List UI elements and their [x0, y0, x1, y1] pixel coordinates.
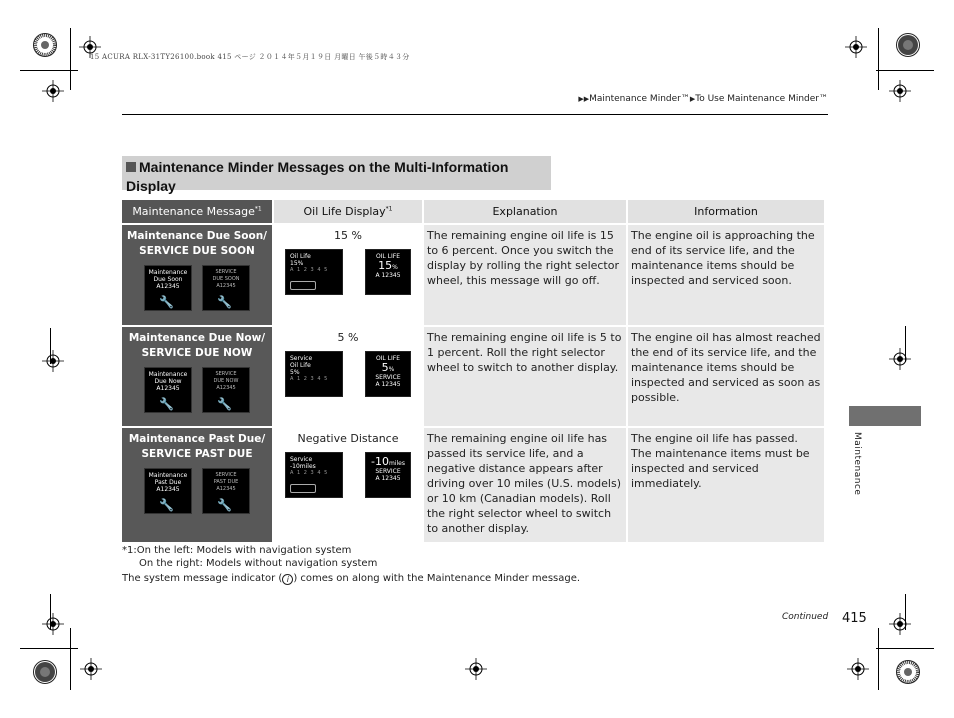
table-row [122, 327, 824, 426]
crop-line [70, 28, 71, 90]
display-screen-nav: Maintenance Due Now A12345 🔧 [144, 367, 192, 413]
registration-mark-icon [889, 348, 911, 370]
oil-screen-no-nav: OIL LIFE 15% A 12345 [365, 249, 411, 295]
header-rule [122, 114, 828, 115]
oil-screen-no-nav: -10miles SERVICE A 12345 [365, 452, 411, 498]
continued-label: Continued [782, 612, 829, 622]
wrench-icon: 🔧 [159, 295, 174, 309]
crop-line [905, 326, 906, 362]
page-number: 415 [842, 611, 867, 626]
oil-life-value: 5 % [337, 331, 359, 344]
registration-mark-icon [79, 36, 101, 58]
crop-line [20, 70, 78, 71]
section-heading [122, 156, 551, 194]
information-cell: The engine oil life has passed. The maintenance items must be inspected and serviced immediately. [628, 428, 824, 542]
message-screens [126, 468, 268, 514]
registration-mark-icon [42, 613, 64, 635]
message-screens [126, 265, 268, 311]
oil-life-cell [274, 428, 422, 542]
oil-screen-no-nav: OIL LIFE 5% SERVICE A 12345 [365, 351, 411, 397]
oil-can-icon [290, 281, 316, 290]
square-bullet-icon [126, 162, 136, 172]
footnote-line-1: *1:On the left: Models with navigation system [122, 545, 352, 556]
registration-mark-icon [845, 36, 867, 58]
message-cell [122, 327, 272, 426]
registration-mark-icon [847, 658, 869, 680]
registration-mark-icon [80, 658, 102, 680]
info-icon: i [282, 574, 293, 585]
registration-mark-icon [42, 80, 64, 102]
color-disc-icon [896, 660, 920, 684]
information-cell: The engine oil has almost reached the end of its service life, and the maintenance items should be inspected and serviced as soon as possible. [628, 327, 824, 426]
oil-can-icon [290, 484, 316, 493]
message-title: Maintenance Due Now/ SERVICE DUE NOW [128, 332, 266, 359]
oil-life-cell [274, 327, 422, 426]
system-indicator-note: The system message indicator ( i ) comes on along with the Maintenance Minder message. [122, 573, 581, 584]
crop-line [50, 328, 51, 364]
display-screen-nav: Maintenance Due Soon A12345 🔧 [144, 265, 192, 311]
display-screen-nav: Maintenance Past Due A12345 🔧 [144, 468, 192, 514]
color-disc-icon [33, 33, 57, 57]
display-screen-no-nav: SERVICE PAST DUE A12345 🔧 [202, 468, 250, 514]
breadcrumb-part-1[interactable]: Maintenance Minder™ [589, 94, 690, 104]
crop-line [905, 594, 906, 630]
crop-line [876, 648, 934, 649]
message-screens [126, 367, 268, 413]
registration-mark-icon [465, 658, 487, 680]
oil-life-cell [274, 225, 422, 325]
maintenance-messages-table [120, 198, 826, 544]
table-row [122, 225, 824, 325]
print-header: 15 ACURA RLX-31TY26100.book 415 ページ ２０１４年５月１９日 月曜日 午後５時４３分 [90, 53, 410, 61]
display-screen-no-nav: SERVICE DUE NOW A12345 🔧 [202, 367, 250, 413]
footnote [122, 544, 377, 570]
header-information: Information [628, 200, 824, 223]
registration-mark-icon [889, 80, 911, 102]
color-disc-icon [896, 33, 920, 57]
oil-life-value: Negative Distance [297, 432, 399, 445]
section-title: Maintenance Minder Messages on the Multi-Information Display [126, 159, 509, 194]
chapter-side-label: Maintenance [852, 432, 862, 496]
chapter-tab[interactable] [849, 406, 921, 426]
wrench-icon: 🔧 [217, 498, 232, 512]
explanation-cell: The remaining engine oil life is 5 to 1 percent. Roll the right selector wheel to switch to another display. [424, 327, 626, 426]
oil-screen-nav: Oil Life 15% A 1 2 3 4 5 [285, 249, 343, 295]
information-cell: The engine oil is approaching the end of its service life, and the maintenance items should be inspected and serviced soon. [628, 225, 824, 325]
header-explanation: Explanation [424, 200, 626, 223]
wrench-icon: 🔧 [159, 397, 174, 411]
table-header-row [122, 200, 824, 223]
wrench-icon: 🔧 [217, 397, 232, 411]
registration-mark-icon [42, 350, 64, 372]
breadcrumb-part-2[interactable]: To Use Maintenance Minder™ [695, 94, 828, 104]
footnote-line-2: On the right: Models without navigation system [139, 558, 378, 569]
oil-screen-nav: Service -10miles A 1 2 3 4 5 [285, 452, 343, 498]
explanation-cell: The remaining engine oil life is 15 to 6 percent. Once you switch the display by rolling the right selector wheel, this message will go off. [424, 225, 626, 325]
oil-life-value: 15 % [334, 229, 362, 242]
display-screen-no-nav: SERVICE DUE SOON A12345 🔧 [202, 265, 250, 311]
crop-line [878, 28, 879, 90]
arrow-icon: ▶ [689, 95, 696, 103]
registration-mark-icon [889, 613, 911, 635]
breadcrumb [578, 94, 828, 104]
crop-line [70, 628, 71, 690]
header-oil-life-display: Oil Life Display$^{*1}$ [274, 200, 422, 223]
message-cell [122, 225, 272, 325]
explanation-cell: The remaining engine oil life has passed its service life, and a negative distance appears after driving over 10 miles (U.S. models) or 10 km (Canadian models). Roll the right selector wheel to switch to another display. [424, 428, 626, 542]
table-row [122, 428, 824, 542]
message-cell [122, 428, 272, 542]
crop-line [878, 628, 879, 690]
double-arrow-icon: ▶▶ [578, 95, 590, 103]
message-title: Maintenance Past Due/ SERVICE PAST DUE [128, 433, 266, 460]
color-disc-icon [33, 660, 57, 684]
header-maintenance-message: Maintenance Message$^{*1}$ [122, 200, 272, 223]
crop-line [20, 648, 78, 649]
crop-line [876, 70, 934, 71]
wrench-icon: 🔧 [217, 295, 232, 309]
wrench-icon: 🔧 [159, 498, 174, 512]
crop-line [50, 594, 51, 630]
oil-screen-nav: Service Oil Life 5% A 1 2 3 4 5 [285, 351, 343, 397]
message-title: Maintenance Due Soon/ SERVICE DUE SOON [126, 230, 268, 257]
